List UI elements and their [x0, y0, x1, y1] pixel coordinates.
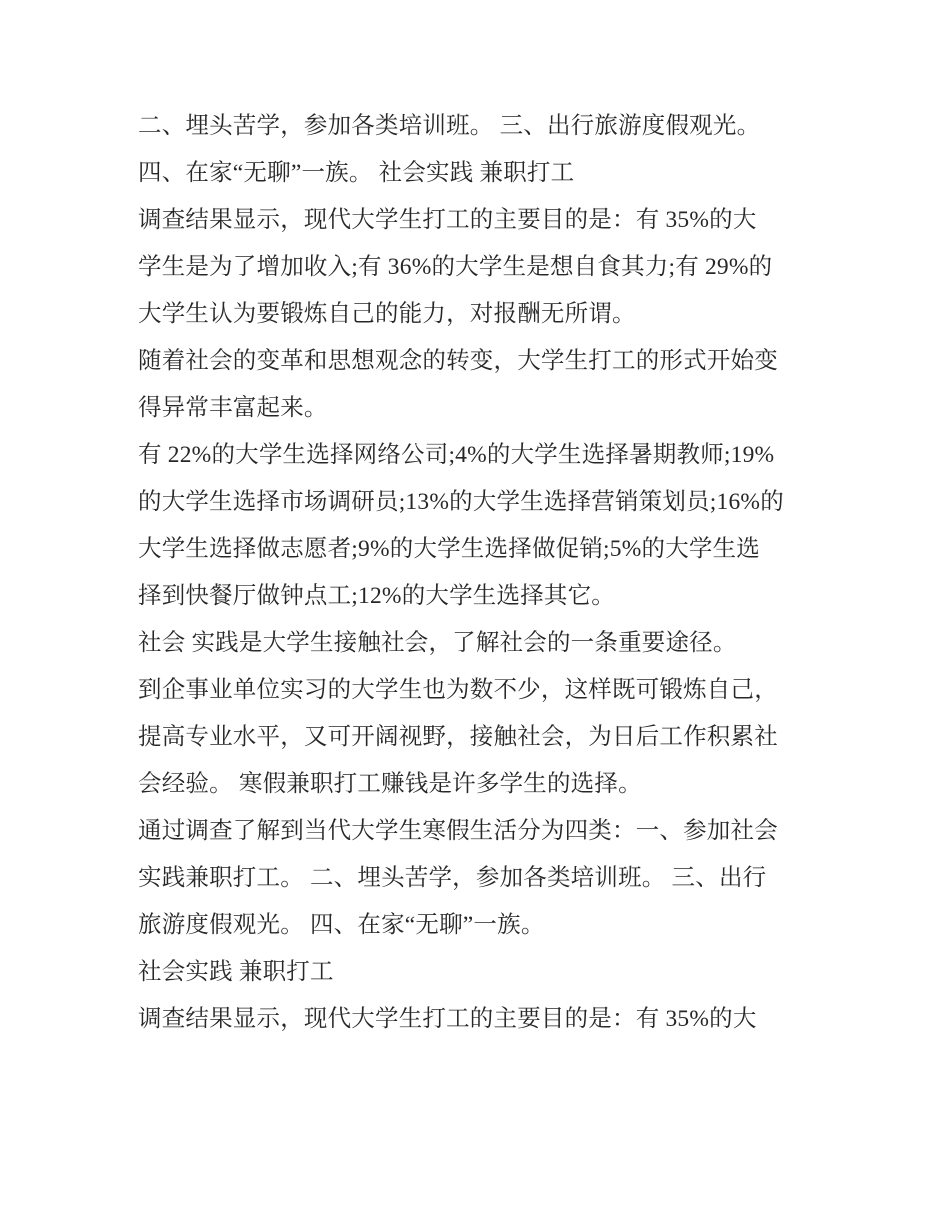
- document-line: 实践兼职打工。 二、埋头苦学，参加各类培训班。 三、出行: [138, 865, 767, 891]
- document-line: 二、埋头苦学，参加各类培训班。 三、出行旅游度假观光。: [138, 113, 761, 139]
- document-line: 大学生认为要锻炼自己的能力，对报酬无所谓。: [138, 301, 636, 327]
- document-heading: 社会实践 兼职打工: [138, 959, 334, 985]
- document-line: 得异常丰富起来。: [138, 395, 328, 421]
- document-line: 择到快餐厅做钟点工;12%的大学生选择其它。: [138, 583, 616, 609]
- document-line: 调查结果显示，现代大学生打工的主要目的是：有 35%的大: [138, 207, 757, 233]
- document-line: 社会 实践是大学生接触社会，了解社会的一条重要途径。: [138, 630, 737, 656]
- document-line: 到企事业单位实习的大学生也为数不少，这样既可锻炼自己，: [138, 677, 778, 703]
- document-line: 调查结果显示，现代大学生打工的主要目的是：有 35%的大: [138, 1006, 757, 1032]
- document-line: 大学生选择做志愿者;9%的大学生选择做促销;5%的大学生选: [138, 536, 761, 562]
- document-line: 有 22%的大学生选择网络公司;4%的大学生选择暑期教师;19%: [138, 442, 775, 468]
- document-line: 通过调查了解到当代大学生寒假生活分为四类：一、参加社会: [138, 818, 778, 844]
- document-text-column: [138, 103, 793, 1043]
- document-line: 的大学生选择市场调研员;13%的大学生选择营销策划员;16%的: [138, 489, 784, 515]
- document-line: 四、在家“无聊”一族。 社会实践 兼职打工: [138, 160, 575, 186]
- document-line: 随着社会的变革和思想观念的转变，大学生打工的形式开始变: [138, 348, 778, 374]
- document-line: 学生是为了增加收入;有 36%的大学生是想自食其力;有 29%的: [138, 254, 773, 280]
- document-line: 提高专业水平，又可开阔视野，接触社会，为日后工作积累社: [138, 724, 778, 750]
- document-line: 旅游度假观光。 四、在家“无聊”一族。: [138, 912, 545, 938]
- document-line: 会经验。 寒假兼职打工赚钱是许多学生的选择。: [138, 771, 642, 797]
